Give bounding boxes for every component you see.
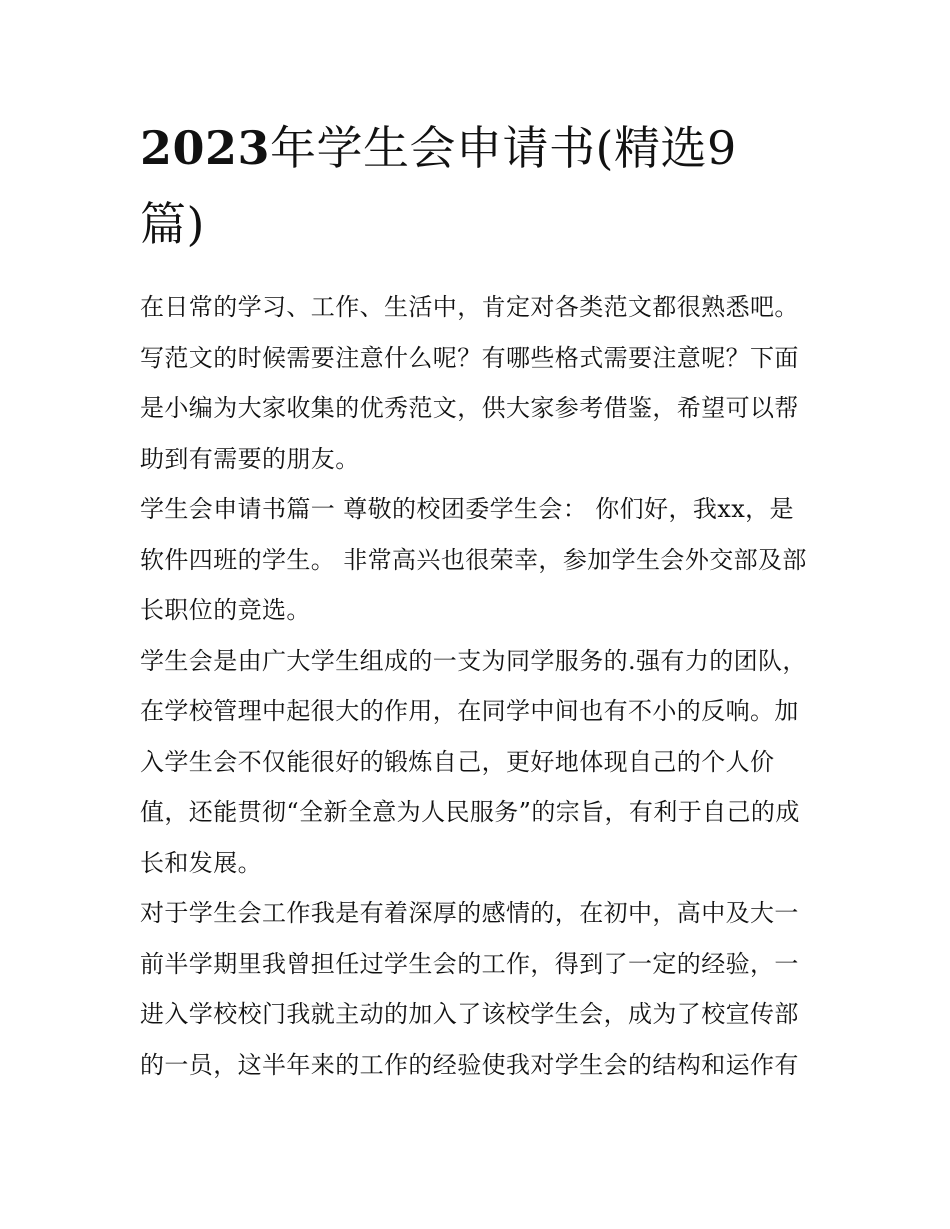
document-title [140,110,780,262]
title-text: 年学生会申请书(精选9篇) [140,121,737,251]
document-body [140,282,815,1090]
title-year: 2023 [140,121,271,175]
paragraph-intro: 在日常的学习、工作、生活中，肯定对各类范文都很熟悉吧。写范文的时候需要注意什么呢？有哪些格式需要注意呢？下面是小编为大家收集的优秀范文，供大家参考借鉴，希望可以帮助到有需要的朋友。 [140,293,799,473]
paragraph-experience: 对于学生会工作我是有着深厚的感情的，在初中，高中及大一前半学期里我曾担任过学生会的工作，得到了一定的经验，一进入学校校门我就主动的加入了该校学生会，成为了校宣传部的一员，这半年来的工作的经验使我对学生会的结构和运作有 [140,899,799,1079]
document-page [140,110,815,1090]
paragraph-student-union: 学生会是由广大学生组成的一支为同学服务的.强有力的团队，在学校管理中起很大的作用，在同学中间也有不小的反响。加入学生会不仅能很好的锻炼自己，更好地体现自己的个人价值，还能贯彻“全新全意为人民服务”的宗旨，有利于自己的成长和发展。 [140,646,807,877]
paragraph-greeting: 学生会申请书篇一 尊敬的校团委学生会： 你们好，我xx，是软件四班的学生。 非常高兴也很荣幸，参加学生会外交部及部长职位的竞选。 [140,495,807,624]
